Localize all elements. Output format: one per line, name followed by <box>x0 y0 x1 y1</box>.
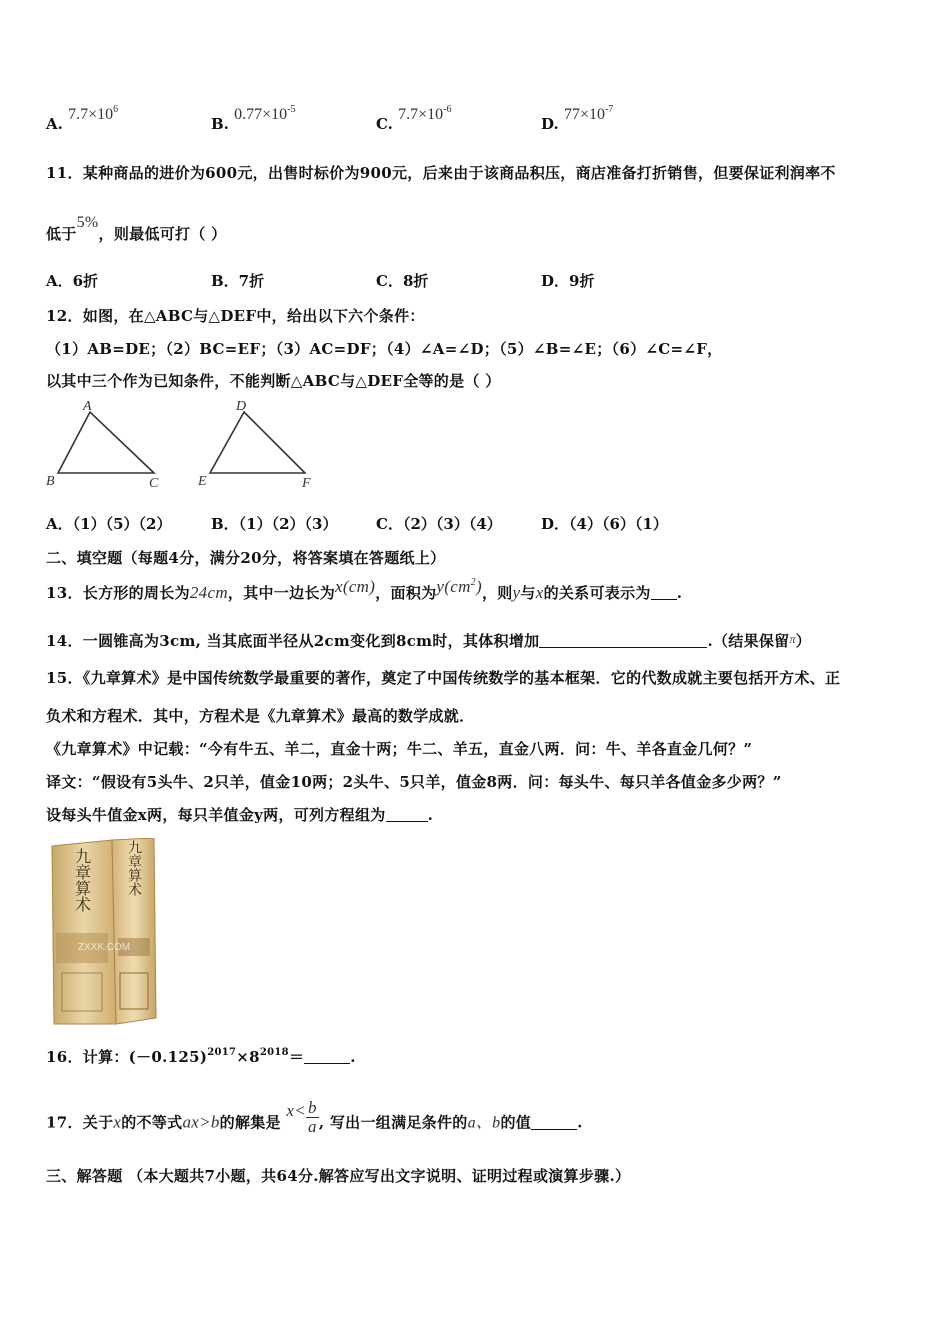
label-b: B <box>46 474 55 489</box>
q17-fraction: $\frac{b}{a}$ <box>308 1098 317 1136</box>
q16-answer-blank <box>304 1049 350 1064</box>
q12-question: 以其中三个作为已知条件，不能判断△ABC与△DEF全等的是（ ） <box>46 372 501 390</box>
q11-option-d: D．9折 <box>541 272 595 290</box>
q17-solution-x: x< <box>286 1100 307 1120</box>
label-e: E <box>198 474 207 489</box>
q17-answer-blank <box>531 1115 577 1130</box>
q13-perimeter: 24cm <box>189 583 228 602</box>
label-c: C <box>149 476 159 491</box>
q10-b-value: $0.77\times 10^{-5}$ <box>234 104 296 123</box>
q15-line4: 译文：“假设有5头牛、2只羊，值金10两；2头牛、5只羊，值金8两．问：每头牛、每只羊各值金多少两？” <box>46 773 782 791</box>
section-3-heading: 三、解答题 （本大题共7小题，共64分.解答应写出文字说明、证明过程或演算步骤.） <box>46 1167 631 1185</box>
q11-option-a: A．6折 <box>46 272 99 290</box>
q12-triangles-figure <box>40 395 330 495</box>
book-watermark: ZXXK.COM <box>77 942 131 953</box>
label-d: D <box>236 399 247 414</box>
q13-answer-blank <box>651 585 677 600</box>
q10-c-label: C. <box>376 115 393 133</box>
q10-c-value: $7.7\times 10^{-6}$ <box>398 104 452 123</box>
section-2-heading: 二、填空题（每题4分，满分20分，将答案填在答题纸上） <box>46 549 446 567</box>
q12-option-a: A．（1）（5）（2） <box>46 515 172 533</box>
q15-line1: 15．《九章算术》是中国传统数学最重要的著作，奠定了中国传统数学的基本框架．它的代数成就主要包括开方术、正 <box>46 669 841 687</box>
q16: 16．计算：$(-0.125)^{2017}\times 8^{2018}=$ . <box>46 1047 356 1066</box>
q11-percent: 5% <box>76 214 99 231</box>
q12-line1: 12．如图，在△ABC与△DEF中，给出以下六个条件： <box>46 307 425 325</box>
q14: 14．一圆锥高为3cm, 当其底面半径从2cm变化到8cm时，其体积增加 .（结果保留$^\pi$） <box>46 632 812 650</box>
label-f: F <box>302 476 311 491</box>
q12-option-d: D．（4）（6）（1） <box>541 515 668 533</box>
q10-a-label: A. <box>46 115 63 133</box>
jiuzhang-suanshu-book-image <box>46 838 158 1028</box>
q15-line2: 负术和方程术．其中，方程术是《九章算术》最高的数学成就． <box>46 707 475 725</box>
q17-inequality: ax>b <box>182 1112 220 1132</box>
q17: 17．关于x的不等式ax>b的解集是 x< $\frac{b}{a}$ , 写出一组满足条件的a、b的值 . <box>46 1098 583 1136</box>
q14-answer-blank <box>539 633 707 648</box>
book-title-left: 九章算术 <box>72 848 92 912</box>
q11-option-b: B．7折 <box>211 272 265 290</box>
q12-conditions: （1）AB=DE；（2）BC=EF；（3）AC=DF；（4）∠A=∠D；（5）∠B=∠E；（6）∠C=∠F， <box>46 340 723 358</box>
q10-a-value: $7.7\times 10^6$ <box>68 104 119 123</box>
q10-d-label: D. <box>541 115 559 133</box>
triangle-def <box>210 412 305 473</box>
q11-line2: 低于5%，则最低可打（ ） <box>46 214 227 243</box>
q10-option-b <box>211 104 296 134</box>
triangle-abc <box>58 412 154 473</box>
q12-option-b: B．（1）（2）（3） <box>211 515 338 533</box>
q13: 13．长方形的周长为24cm，其中一边长为x(cm)，面积为$y(cm^2)$，则y与x的关系可表示为 . <box>46 577 683 602</box>
q10-d-value: $77\times 10^{-7}$ <box>563 104 614 123</box>
q13-area: $y(cm^2)$ <box>436 577 482 596</box>
book-title-right: 九章算术 <box>126 840 142 896</box>
label-a: A <box>83 399 92 414</box>
q10-option-d <box>541 104 614 134</box>
q11-option-c: C．8折 <box>376 272 429 290</box>
q10-option-c <box>376 104 452 134</box>
q12-option-c: C．（2）（3）（4） <box>376 515 502 533</box>
q10-option-a <box>46 104 119 134</box>
q11-line1: 11．某种商品的进价为600元，出售时标价为900元，后来由于该商品积压，商店准备打折销售，但要保证利润率不 <box>46 164 836 182</box>
q13-side: x(cm) <box>335 577 376 596</box>
q15-line5: 设每头牛值金x两，每只羊值金y两，可列方程组为 . <box>46 806 434 824</box>
q15-answer-blank <box>386 807 428 822</box>
q15-line3: 《九章算术》中记载：“今有牛五、羊二，直金十两；牛二、羊五，直金八两．问：牛、羊各直金几何？” <box>46 740 753 758</box>
q10-b-label: B. <box>211 115 229 133</box>
